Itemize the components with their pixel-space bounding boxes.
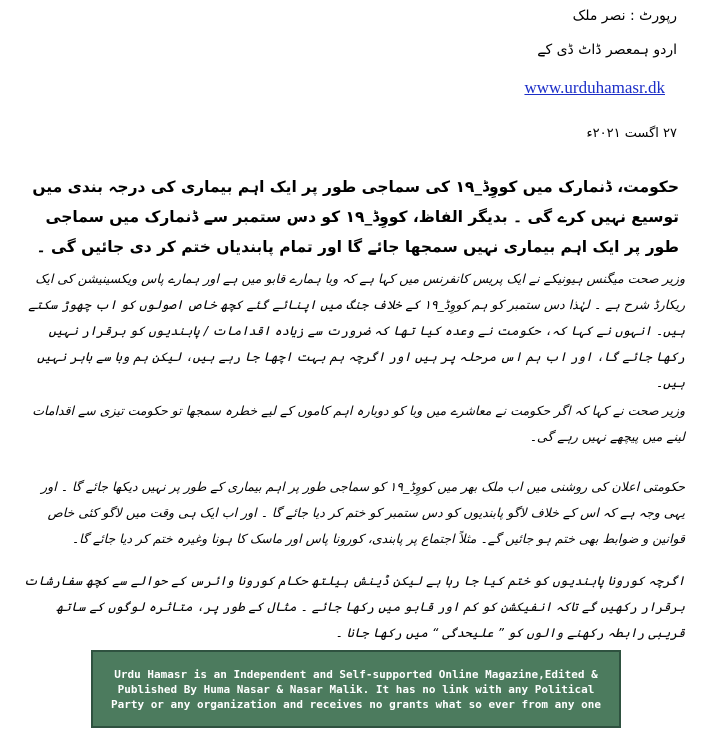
paragraph-2: وزیر صحت نے کہا کہ اگر حکومت نے معاشرے میں وبا کو دوبارہ اہم کاموں کے لیے خطرہ سمجھا تو حکومت تیزی سے اقدامات لینے میں پیچھے نہیں رہے گی۔ [32,403,685,444]
outlet-name: اردو ہمعصر ڈاٹ ڈی کے [537,42,677,58]
banner-text: Urdu Hamasr is an Independent and Self-supported Online Magazine,Edited & Published By Huma Nasar & Nasar Malik. It has no link with any Political Party or any organization and receives no grants what so ever from any one [110,667,602,711]
website-link[interactable]: www.urduhamasr.dk [524,78,665,97]
article-date: ۲۷ اگست ۲۰۲۱ء [586,126,677,141]
paragraph-4: اگرچہ کورونا پابندیوں کو ختم کیا جا رہا ہے لیکن ڈینش ہیلتھ حکام کورونا وائرس کے حوالے سے کچھ سفارشات برقرار رکھیں گے تاکہ انفیکشن کو کم اور قابو میں رکھا جائے ۔ مثال کے طور پر، متاثرہ لوگوں کے ساتھ قریبی رابطہ رکھنے والوں کو ” علیحدگی “ میں رکھا جانا ۔ [23,573,685,640]
paragraph-1: وزیر صحت میگنس ہیونیکے نے ایک پریس کانفرنس میں کہا ہے کہ وبا ہمارے قابو میں ہے اور ہمارے پاس ویکسینیشن کی ایک ریکارڈ شرح ہے ۔ لہٰذا دس ستمبر کو ہم کووِڈ_۱۹ کے خلاف جنگ میں اپنائے گئے کچھ خاص اصولوں کو اب چھوڑ سکتے ہیں۔ انہوں نے کہا کہ، حکومت نے وعدہ کیا تھا کہ ضرورت سے زیادہ اقدامات / پابندیوں کو برقرار نہیں رکھا جائے گا، اور اب ہم اس مرحلہ پر ہیں اور اگرچہ ہم بہت اچھا جا رہے ہیں، لیکن ہم وبا سے باہر نہیں ہیں۔ [28,271,685,390]
article-headline: حکومت، ڈنمارک میں کووِڈ_۱۹ کی سماجی طور پر ایک اہم بیماری کی درجہ بندی میں توسیع نہیں کرے گی ۔ بدیگر الفاظ، کووِڈ_۱۹ کو دس ستمبر سے ڈنمارک میں سماجی طور پر ایک اہم بیماری نہیں سمجھا جائے گا اور تمام پابندیاں ختم کر دی جائیں گی ۔ [32,178,679,256]
paragraph-3: حکومتی اعلان کی روشنی میں اب ملک بھر میں کووِڈ_۱۹ کو سماجی طور پر اہم بیماری کے طور پر نہیں دیکھا جائے گا ۔ اور یہی وجہ ہے کہ اس کے خلاف لاگو پابندیوں کو دس ستمبر کو ختم کر دیا جائے گا ۔ اور اب ایک ہی وقت میں لاگو کئی خاص قوانین و ضوابط بھی ختم ہو جائیں گے۔ مثلاً اجتماع پر پابندی، کورونا پاس اور ماسک کا ہونا وغیرہ ختم کر دیا جائے گا۔ [41,479,685,546]
byline: رپورٹ : نصر ملک [572,8,677,24]
footer-banner [91,650,621,728]
